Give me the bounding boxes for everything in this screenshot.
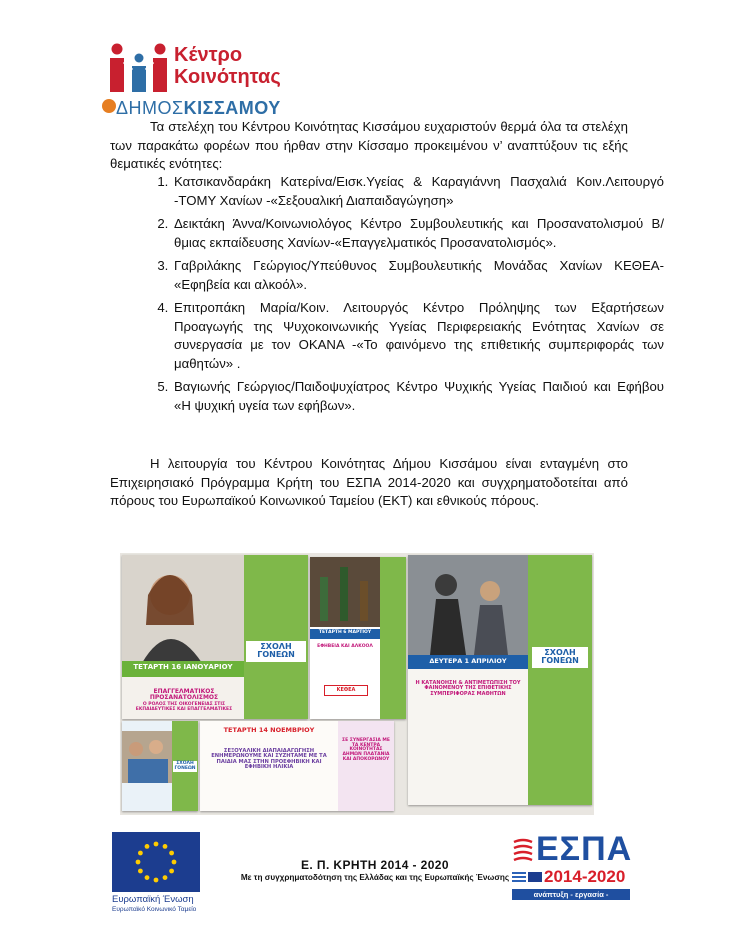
- list-item: 1. Κατσικανδαράκη Κατερίνα/Εισκ.Υγείας & Καραγιάννη Πασχαλιά Κοιν.Λειτουργό -ΤΟΜΥ Χανίων -«Σεξουαλική Διαπαιδαγώγηση»: [172, 173, 664, 210]
- espa-years: 2014-2020: [544, 867, 626, 886]
- poster-topic: ΣΕΞΟΥΑΛΙΚΗ ΔΙΑΠΑΙΔΑΓΩΓΗΣΗ ΕΝΗΜΕΡΩΝΟΥΜΕ ΚΑΙ ΣΥΖΗΤΑΜΕ ΜΕ ΤΑ ΠΑΙΔΙΑ ΜΑΣ ΣΤΗΝ ΠΡΟΕΦΗΒΙΚΗ ΚΑΙ ΕΦΗΒΙΚΗ ΗΛΙΚΙΑ: [211, 748, 327, 771]
- funding-text: Η λειτουργία του Κέντρου Κοινότητας Δήμου Κισσάμου είναι ενταγμένη στο Επιχειρησιακό Πρόγραμμα Κρήτη του ΕΣΠΑ 2014-2020 και συγχρηματοδοτείται από πόρους του Ευρωπαϊκού Κοινωνικού Ταμείου (ΕΚΤ) και εθνικούς πόρους.: [110, 456, 628, 508]
- poster-date: ΔΕΥΤΕΡΑ 1 ΑΠΡΙΛΙΟΥ: [429, 657, 507, 665]
- municipality-emblem-icon: [102, 99, 116, 113]
- eu-stars-icon: [112, 832, 200, 892]
- espa-logo: [512, 830, 633, 910]
- poster-topic-sub: Ο ΡΟΛΟΣ ΤΗΣ ΟΙΚΟΓΕΝΕΙΑΣ ΣΤΙΣ ΕΚΠΑΙΔΕΥΤΙΚΕΣ ΚΑΙ ΕΠΑΓΓΕΛΜΑΤΙΚΕΣ: [135, 702, 233, 712]
- espa-title: ΕΣΠΑ: [536, 830, 633, 868]
- poster-photo-teens: [122, 731, 172, 783]
- logo-title-line2: Κοινότητας: [174, 66, 281, 88]
- poster-sidebar-green: [244, 555, 308, 719]
- poster-side-text: ΣΕ ΣΥΝΕΡΓΑΣΙΑ ΜΕ ΤΑ ΚΕΝΤΡΑ ΚΟΙΝΟΤΗΤΑΣ ΔΗΜΩΝ ΠΛΑΤΑΝΙΑ ΚΑΙ ΑΠΟΚΟΡΩΝΟΥ: [342, 738, 390, 762]
- logo-municipality: [116, 98, 281, 119]
- program-subtitle: Με τη συγχρηματοδότηση της Ελλάδας και της Ευρωπαϊκής Ένωσης: [240, 873, 510, 882]
- poster-topic: ΕΠΑΓΓΕΛΜΑΤΙΚΟΣ ΠΡΟΣΑΝΑΤΟΛΙΣΜΟΣ: [149, 688, 219, 702]
- poster-topic: ΕΦΗΒΕΙΑ ΚΑΙ ΑΛΚΟΟΛ: [317, 644, 373, 649]
- espa-stripes-icon: [512, 838, 534, 864]
- poster-school-label: ΣΧΟΛΗ ΓΟΝΕΩΝ: [174, 761, 196, 771]
- topics-list: [136, 173, 664, 420]
- poster-career-guidance: [122, 555, 308, 719]
- eu-caption: Ευρωπαϊκή Ένωση: [112, 894, 194, 905]
- eu-flag: [112, 832, 200, 892]
- poster-sidebar-green: [380, 557, 406, 719]
- eu-flag-small-icon: [528, 872, 542, 882]
- family-figures-icon: [108, 40, 170, 96]
- poster-photo-bullying: [408, 555, 528, 655]
- greek-flag-icon: [512, 872, 526, 882]
- intro-text: Τα στελέχη του Κέντρου Κοινότητας Κισσάμου ευχαριστούν θερμά όλα τα στελέχη των παρακάτω φορέων που ήρθαν στην Κίσσαμο προκειμένου ν’ αναπτύξουν τις εξής θεματικές ενότητες:: [110, 119, 628, 171]
- poster-photo-drinks: [310, 557, 380, 627]
- eu-subcaption: Ευρωπαϊκό Κοινωνικό Ταμείο: [112, 906, 197, 913]
- intro-paragraph: [110, 118, 628, 174]
- poster-collage-photo: [120, 553, 594, 815]
- list-item: 5. Βαγιωνής Γεώργιος/Παιδοψυχίατρος Κέντρο Ψυχικής Υγείας Παιδιού και Εφήβου «Η ψυχική υγεία των εφήβων».: [172, 378, 664, 415]
- poster-alcohol: [310, 557, 406, 719]
- poster-school-label: ΣΧΟΛΗ ΓΟΝΕΩΝ: [532, 647, 588, 668]
- poster-sidebar-green: [528, 555, 592, 805]
- espa-slogan: ανάπτυξη - εργασία - αλληλεγγύη: [512, 889, 630, 900]
- poster-date: ΤΕΤΑΡΤΗ 14 ΝΟΕΜΒΡΙΟΥ: [223, 726, 315, 734]
- poster-mental-health: [122, 721, 198, 811]
- poster-date: ΤΕΤΑΡΤΗ 16 ΙΑΝΟΥΑΡΙΟΥ: [133, 663, 233, 671]
- poster-school-label: ΣΧΟΛΗ ΓΟΝΕΩΝ: [246, 641, 306, 662]
- program-title: Ε. Π. ΚΡΗΤΗ 2014 - 2020: [301, 858, 449, 872]
- poster-date: ΤΕΤΑΡΤΗ 6 ΜΑΡΤΙΟΥ: [318, 630, 372, 635]
- kentro-koinotitas-logo: [108, 38, 308, 118]
- poster-side-panel: [338, 721, 394, 811]
- logo-municipality-name: ΚΙΣΣΑΜΟΥ: [183, 98, 281, 118]
- poster-sexual-education: [200, 721, 394, 811]
- funding-paragraph: [110, 455, 628, 511]
- poster-aggressive-behaviour: [408, 555, 592, 805]
- logo-municipality-prefix: ΔΗΜΟΣ: [116, 98, 184, 118]
- list-item: 3. Γαβριλάκης Γεώργιος/Υπεύθυνος Συμβουλευτικής Μονάδας Χανίων ΚΕΘΕΑ- «Εφηβεία και αλκοόλ».: [172, 257, 664, 294]
- list-item: 4. Επιτροπάκη Μαρία/Κοιν. Λειτουργός Κέντρο Πρόληψης των Εξαρτήσεων Προαγωγής της Ψυχοκοινωνικής Υγείας Περιφερειακής Ενότητας Χανίων σε συνεργασία με τον ΟΚΑΝΑ -«Το φαινόμενο της επιθετικής συμπεριφοράς των μαθητών» .: [172, 299, 664, 373]
- logo-title-line1: Κέντρο: [174, 44, 243, 66]
- poster-topic: Η ΚΑΤΑΝΟΗΣΗ & ΑΝΤΙΜΕΤΩΠΙΣΗ ΤΟΥ ΦΑΙΝΟΜΕΝΟΥ ΤΗΣ ΕΠΙΘΕΤΙΚΗΣ ΣΥΜΠΕΡΙΦΟΡΑΣ ΜΑΘΗΤΩΝ: [415, 680, 521, 697]
- poster-kethea-logo: ΚΕΘΕΑ: [324, 685, 368, 696]
- poster-photo-student: [122, 555, 244, 663]
- list-item: 2. Δεικτάκη Άννα/Κοινωνιολόγος Κέντρο Συμβουλευτικής και Προσανατολισμού Β/θμιας εκπαίδευσης Χανίων-«Επαγγελματικός Προσανατολισμός».: [172, 215, 664, 252]
